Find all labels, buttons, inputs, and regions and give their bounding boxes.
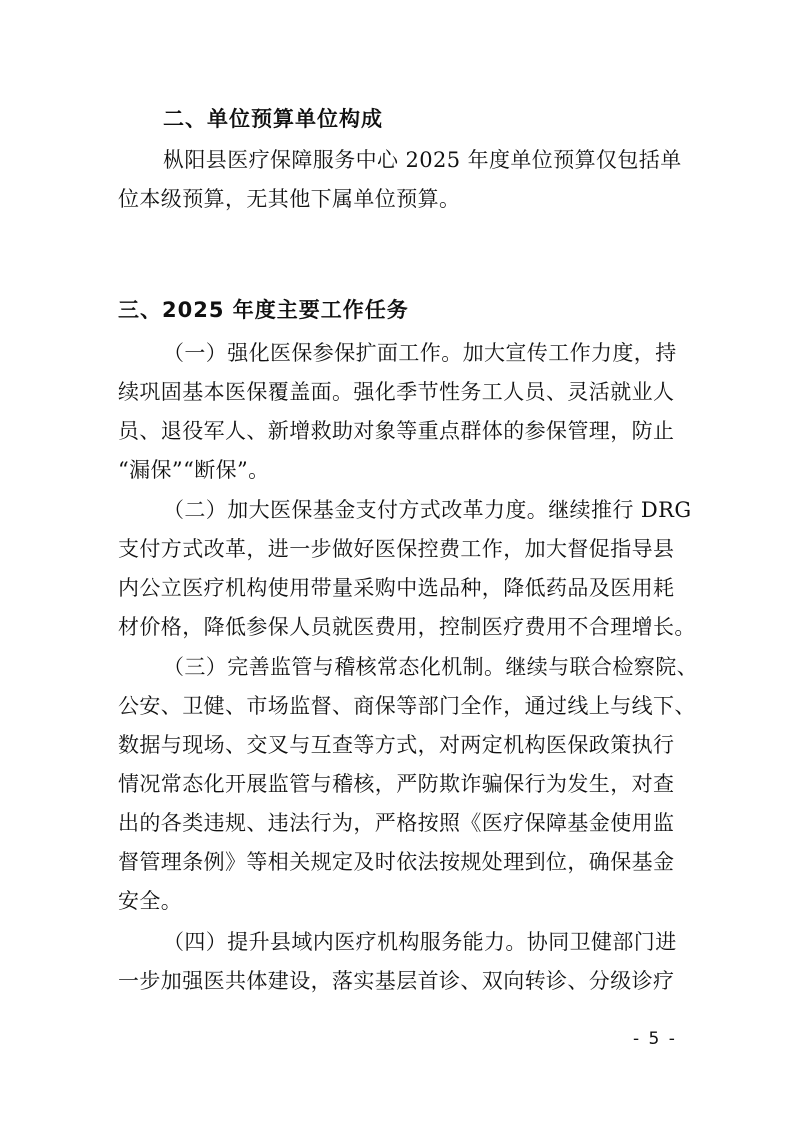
paragraph-line: 支付方式改革，进一步做好医保控费工作，加大督促指导县 [118,537,675,561]
paragraph-line: 情况常态化开展监管与稽核，严防欺诈骗保行为发生，对查 [118,772,675,796]
paragraph-line: 出的各类违规、违法行为，严格按照《医疗保障基金使用监 [118,811,675,835]
paragraph-line: 一步加强医共体建设，落实基层首诊、双向转诊、分级诊疗 [118,969,675,993]
paragraph-line: 公安、卫健、市场监督、商保等部门全作，通过线上与线下、 [118,694,696,718]
paragraph-line: 枞阳县医疗保障服务中心 2025 年度单位预算仅包括单 [163,148,682,172]
paragraph-line: （四）提升县域内医疗机构服务能力。协同卫健部门进 [163,930,677,954]
paragraph-line: “漏保”“断保”。 [118,458,270,482]
paragraph-line: 续巩固基本医保覆盖面。强化季节性务工人员、灵活就业人 [118,380,675,404]
paragraph-line: 安全。 [118,889,183,913]
paragraph-line: 员、退役军人、新增救助对象等重点群体的参保管理，防止 [118,419,675,443]
paragraph-line: 材价格，降低参保人员就医费用，控制医疗费用不合理增长。 [118,615,696,639]
paragraph-line: 内公立医疗机构使用带量采购中选品种，降低药品及医用耗 [118,576,675,600]
paragraph-line: 数据与现场、交叉与互查等方式，对两定机构医保政策执行 [118,733,675,757]
page-number: - 5 - [633,1029,677,1049]
section-heading: 三、2025 年度主要工作任务 [118,298,409,322]
section-heading: 二、单位预算单位构成 [163,107,383,131]
paragraph-line: 督管理条例》等相关规定及时依法按规处理到位，确保基金 [118,850,675,874]
paragraph-line: （二）加大医保基金支付方式改革力度。继续推行 DRG [163,498,692,522]
paragraph-line: （三）完善监管与稽核常态化机制。继续与联合检察院、 [163,655,698,679]
paragraph-line: 位本级预算，无其他下属单位预算。 [118,187,461,211]
paragraph-line: （一）强化医保参保扩面工作。加大宣传工作力度，持 [163,341,677,365]
